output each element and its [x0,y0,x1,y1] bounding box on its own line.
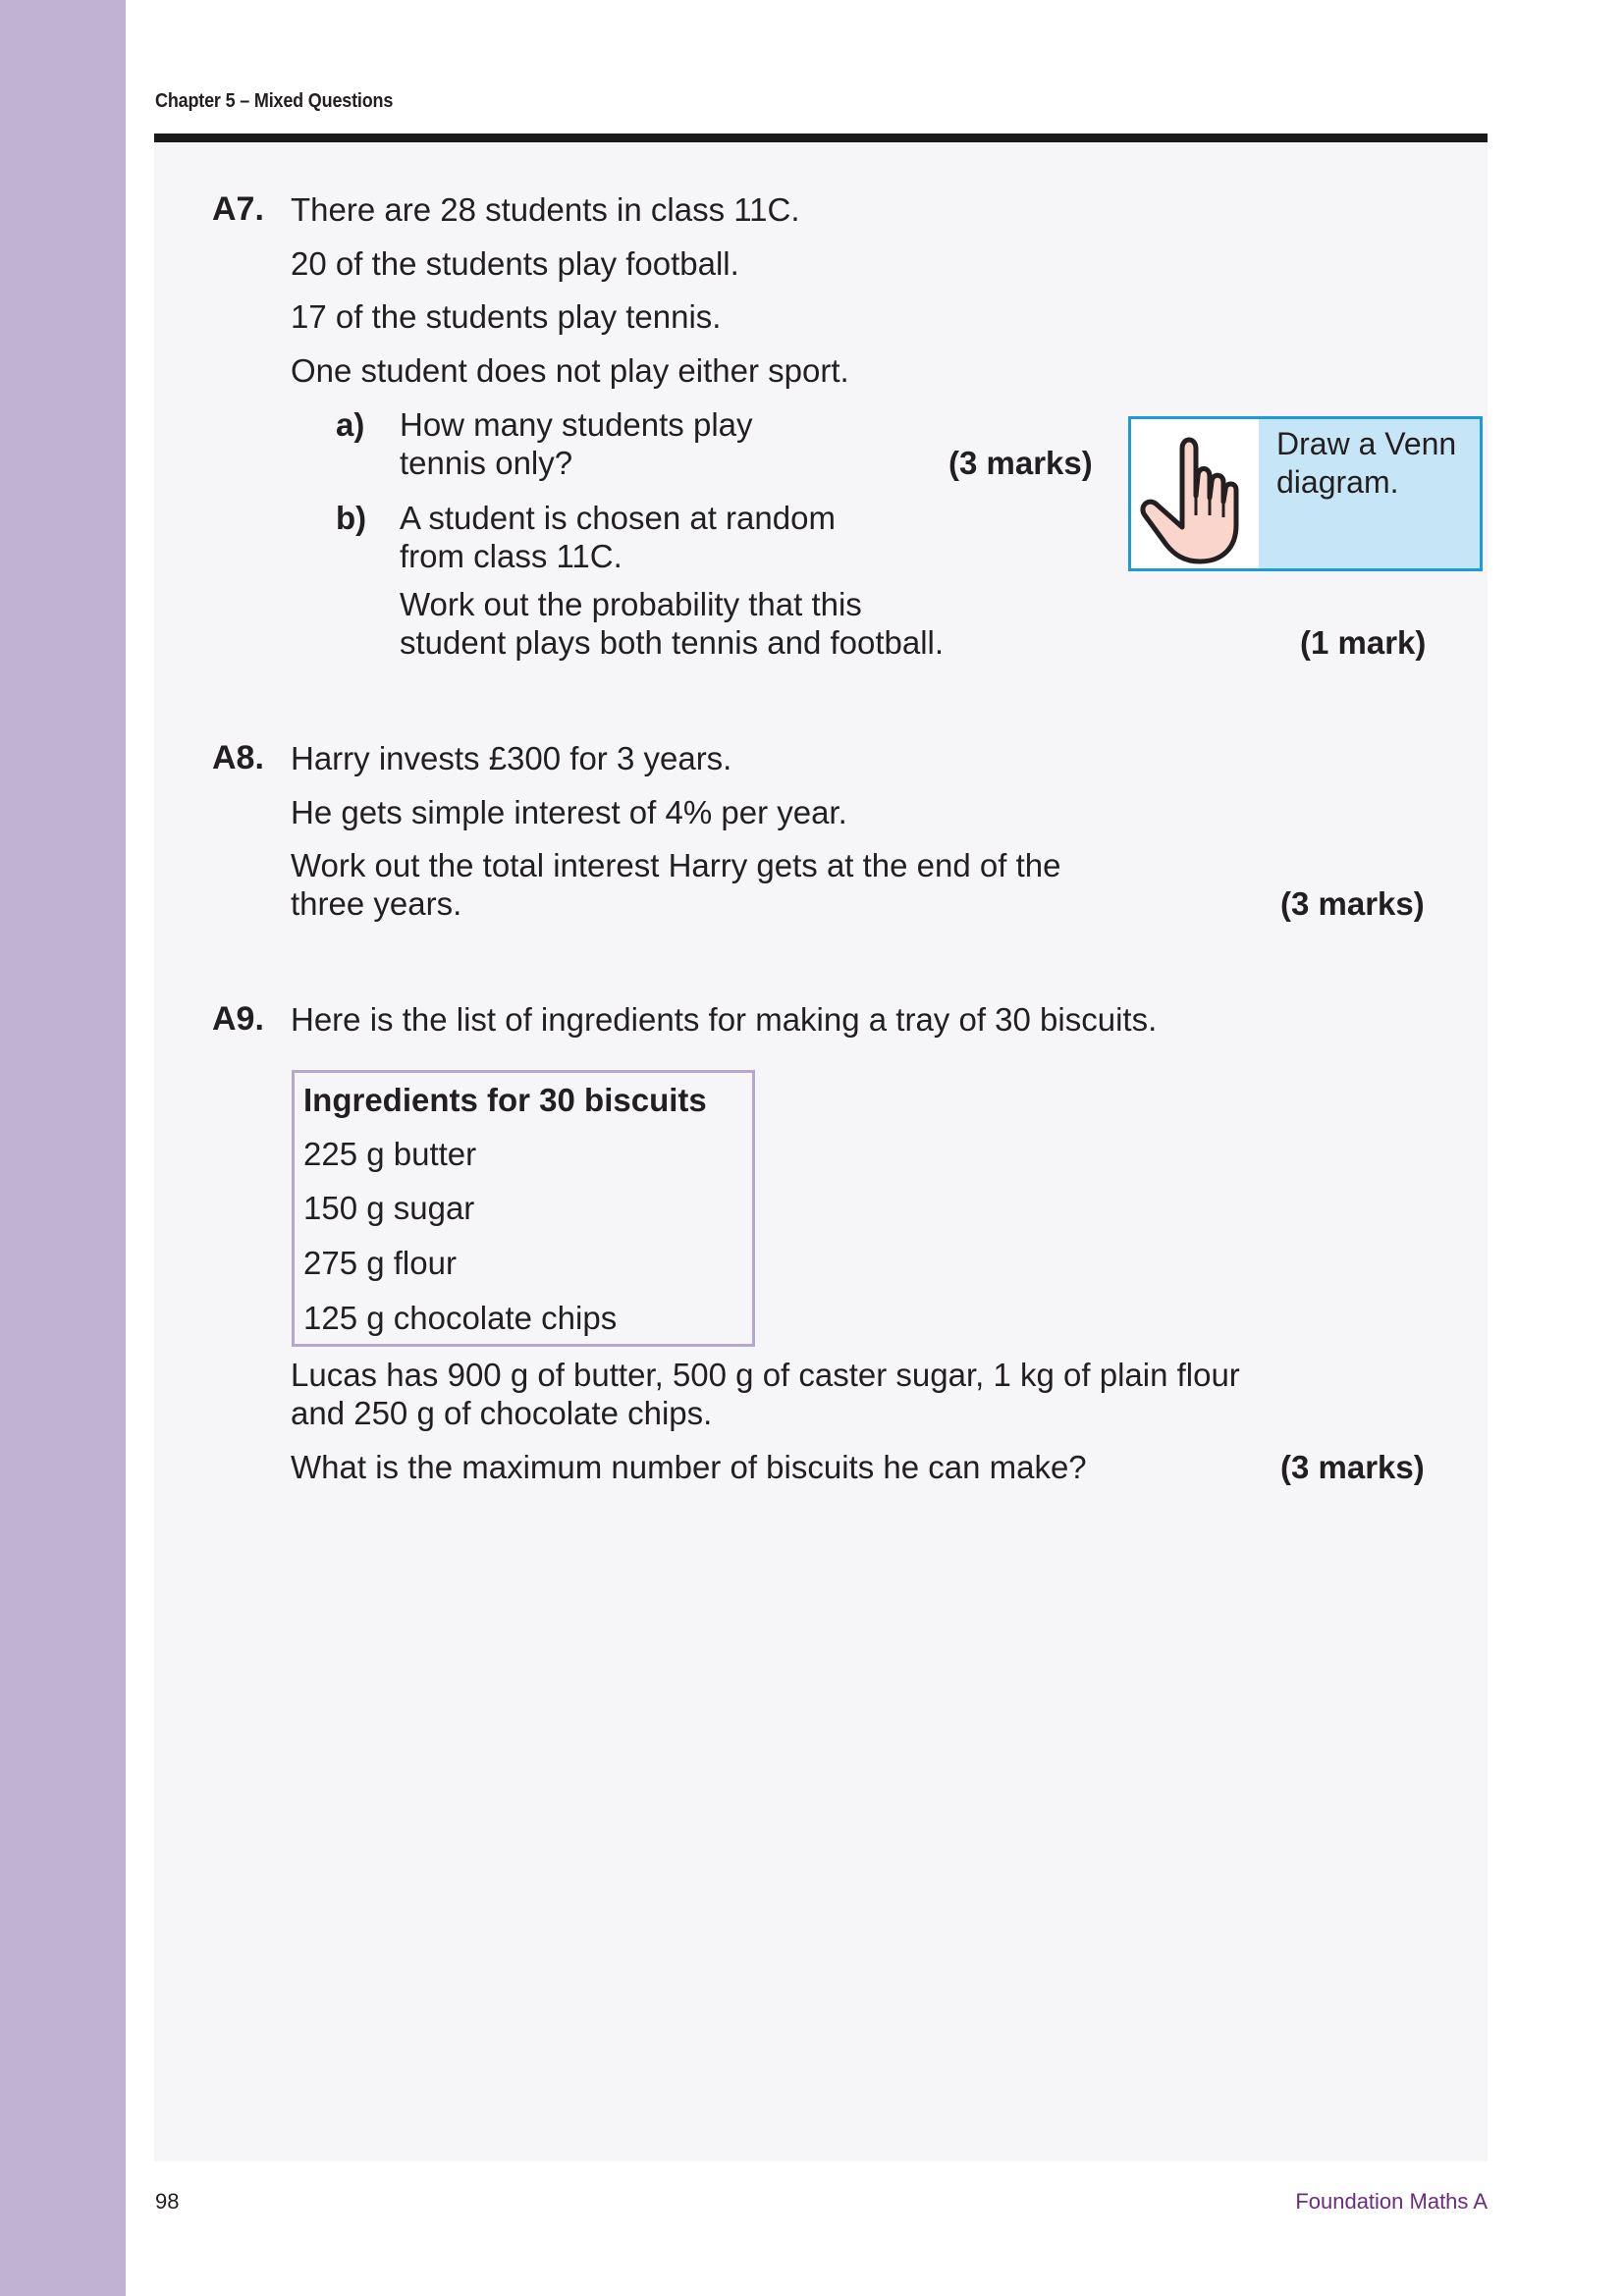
q8-line-4: three years. [291,885,462,922]
q7-part-b-marks: (1 mark) [1300,624,1427,661]
hint-line-1: Draw a Venn [1276,426,1457,461]
hint-box [1128,416,1483,571]
q7-line-1: There are 28 students in class 11C. [291,191,800,228]
side-band [0,0,126,2296]
pointing-hand-icon [1131,419,1259,568]
hint-hand-panel [1131,419,1259,568]
q7-line-2: 20 of the students play football. [291,245,739,282]
page-number: 98 [155,2189,180,2214]
q9-line-1: Lucas has 900 g of butter, 500 g of caster sugar, 1 kg of plain flour [291,1357,1240,1393]
q8-line-3: Work out the total interest Harry gets at the end of the [291,847,1061,883]
q8-marks: (3 marks) [1280,885,1425,922]
ingredients-box [292,1070,755,1347]
q7-part-a-line-2: tennis only? [400,445,573,481]
ingredient-item: 150 g sugar [303,1190,475,1226]
ingredients-title: Ingredients for 30 biscuits [303,1082,707,1118]
ingredient-item: 125 g chocolate chips [303,1300,618,1336]
q7-part-a-label: a) [336,406,365,443]
book-title: Foundation Maths A [1295,2189,1488,2214]
hint-text [1276,425,1456,502]
chapter-header: Chapter 5 – Mixed Questions [155,90,394,112]
question-a9-number: A9. [212,1000,264,1038]
q8-line-1: Harry invests £300 for 3 years. [291,740,732,776]
q9-line-2: and 250 g of chocolate chips. [291,1395,713,1431]
q9-marks: (3 marks) [1280,1449,1425,1485]
q8-line-2: He gets simple interest of 4% per year. [291,794,847,830]
ingredient-item: 275 g flour [303,1245,457,1281]
q7-part-b-line-2: from class 11C. [400,538,623,574]
question-a8-number: A8. [212,739,264,776]
q7-part-b-label: b) [336,500,367,536]
q9-question: What is the maximum number of biscuits he can make? [291,1449,1087,1485]
hint-line-2: diagram. [1276,464,1399,500]
q9-intro: Here is the list of ingredients for making a tray of 30 biscuits. [291,1001,1158,1038]
ingredient-item: 225 g butter [303,1136,477,1172]
header-rule [154,133,1488,142]
q7-line-3: 17 of the students play tennis. [291,298,722,335]
q7-line-4: One student does not play either sport. [291,352,849,389]
q7-part-a-marks: (3 marks) [948,445,1093,481]
q7-part-b-line-3: Work out the probability that this [400,586,862,622]
q7-part-a-line-1: How many students play [400,406,753,443]
question-a7-number: A7. [212,190,264,228]
q7-part-b-line-1: A student is chosen at random [400,500,836,536]
q7-part-b-line-4: student plays both tennis and football. [400,624,945,661]
